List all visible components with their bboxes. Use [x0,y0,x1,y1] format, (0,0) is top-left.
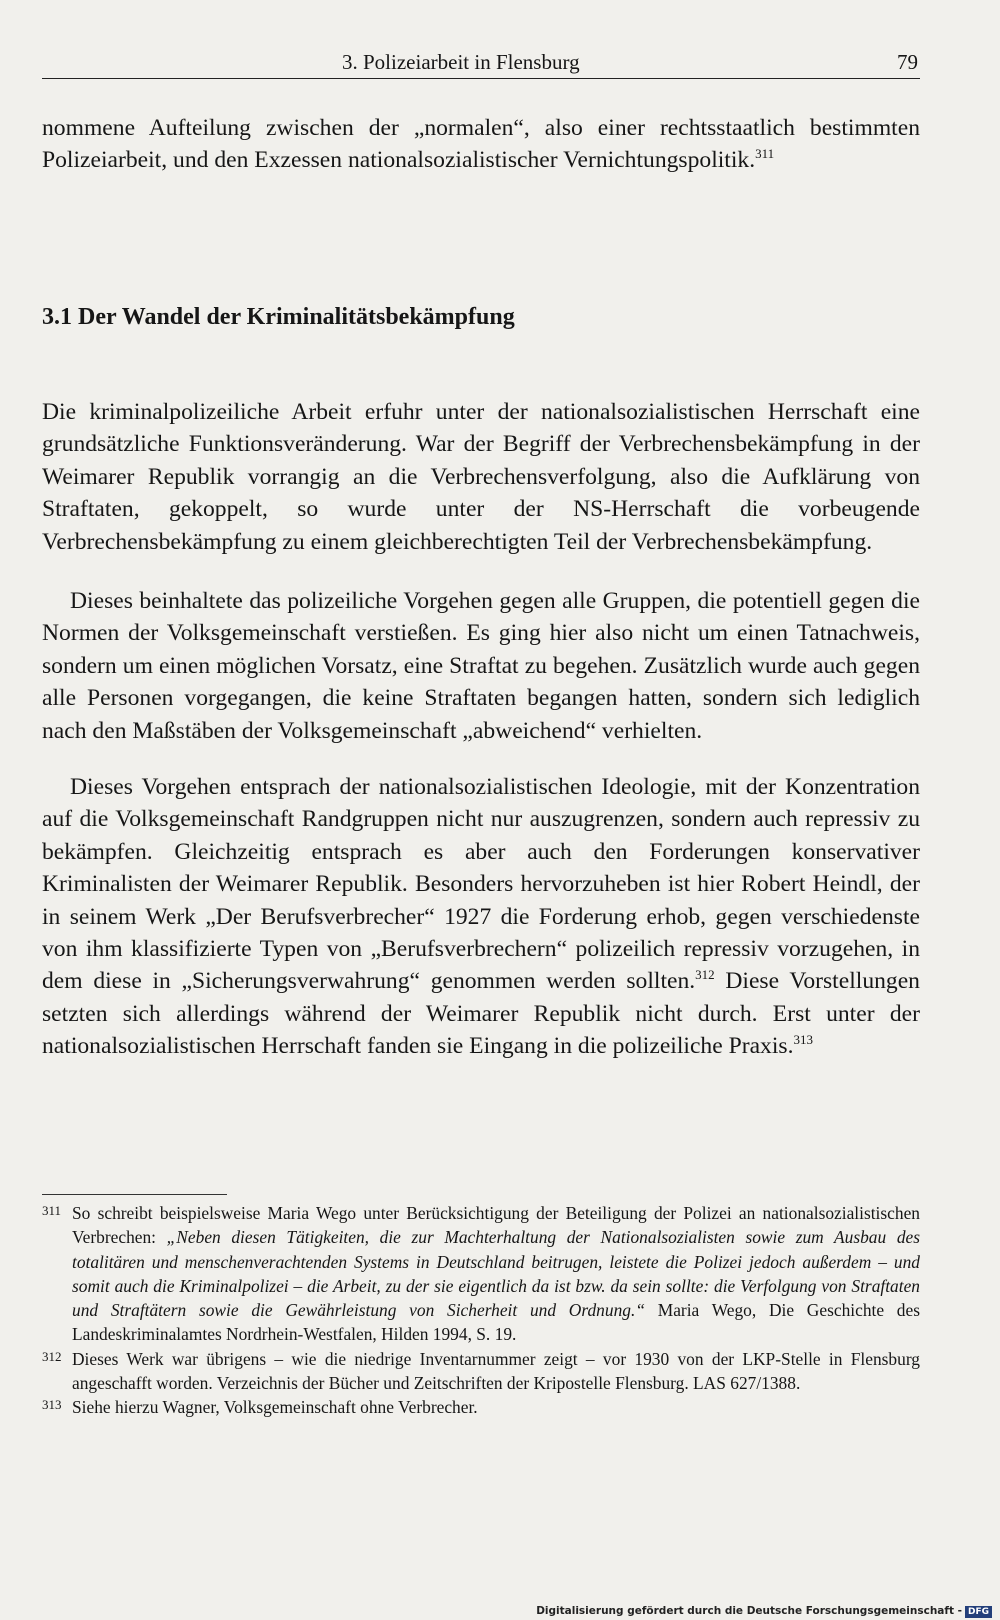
footnote-312-text: Dieses Werk war übrigens – wie die niedrige Inventarnummer zeigt – vor 1930 von der LKP-Stelle in Flensburg angeschafft worden. Verzeichnis der Bücher und Zeitschriften der Kripostelle Flensburg. LAS 627/1388. [72,1348,920,1394]
footnote-312 [42,1347,920,1396]
paragraph-3-part-a: Dieses Vorgehen entsprach der nationalsozialistischen Ideologie, mit der Konzentration auf die Volksgemeinschaft Randgruppen nicht nur auszugrenzen, sondern auch repressiv zu bekämpfen. Gleichzeitig entsprach es aber auch den Forderungen konservativer Kriminalisten der Weimarer Republik. Besonders hervorzuheben ist hier Robert Heindl, der in seinem Werk „Der Berufsverbrecher“ 1927 die Forderung erhob, gegen verschiedenste von ihm klassifizierte Typen von „Berufsverbrechern“ polizeilich repressiv vorzugehen, in dem diese in „Sicherungsverwahrung“ genommen werden sollten. [42,774,920,995]
paragraph-1: Die kriminalpolizeiliche Arbeit erfuhr unter der nationalsozialistischen Herrschaft eine grundsätzliche Funktionsveränderung. War der Begriff der Verbrechensbekämpfung in der Weimarer Republik vorrangig an die Verbrechensverfolgung, also die Aufklärung von Straftaten, gekoppelt, so wurde unter der NS-Herrschaft die vorbeugende Verbrechensbekämpfung zu einem gleichberechtigten Teil der Verbrechensbekämpfung. [42,399,920,555]
paragraph-3-part-b: Diese Vorstellungen setzten sich allerdings während der Weimarer Republik nicht durch. Erst unter der nationalsozialistischen Herrschaft fanden sie Eingang in die polizeiliche Praxis. [42,968,920,1060]
footnote-ref-312[interactable]: 312 [695,967,715,983]
footnote-number: 313 [42,1397,62,1413]
footnote-311-text-b: Maria Wego, Die Geschichte des Landeskriminalamtes Nordrhein-Westfalen, Hilden 1994, S. 19. [72,1300,920,1345]
paragraph-3 [42,771,920,1063]
footnote-number: 312 [42,1348,62,1364]
footnote-number: 311 [42,1203,62,1218]
digitization-credit-text: Digitalisierung gefördert durch die Deutsche Forschungsgemeinschaft - [536,1605,962,1617]
footnote-text [72,1201,920,1347]
intro-paragraph [42,112,920,177]
footnote-311 [42,1201,920,1347]
chapter-title: 3. Polizeiarbeit in Flensburg [342,50,580,74]
book-page [42,0,920,1620]
section-heading: 3.1 Der Wandel der Kriminalitätsbekämpfung [42,304,515,330]
dfg-logo[interactable]: DFG [965,1606,992,1618]
footnote-311-text-a: So schreibt beispielsweise Maria Wego unter Berücksichtigung der Beteiligung der Polizei an nationalsozialistischen Verbrechen: [72,1203,920,1248]
footnote-311-quote: „Neben diesen Tätigkeiten, die zur Machterhaltung der Nationalsozialisten sowie zum Ausbau des totalitären und menschenverachtenden Systems in Deutschland beitrugen, leistete die Polizei jedoch außerdem – und somit auch die Kriminalpolizei – die Arbeit, zu der sie eigentlich da ist bzw. da sein sollte: die Verfolgung von Straftaten und Straftätern sowie die Gewährleistung von Sicherheit und Ordnung.“ [72,1227,920,1321]
intro-text: nommene Aufteilung zwischen der „normalen“, also einer rechtsstaatlich bestimmten Polizeiarbeit, und den Exzessen nationalsozialistischer Vernichtungspolitik. [42,115,920,174]
page-number: 79 [897,50,918,74]
footnote-ref-313[interactable]: 313 [793,1032,813,1048]
paragraph-2: Dieses beinhaltete das polizeiliche Vorgehen gegen alle Gruppen, die potentiell gegen die Normen der Volksgemeinschaft verstießen. Es ging hier also nicht um einen Tatnachweis, sondern um einen möglichen Vorsatz, eine Straftat zu begehen. Zusätzlich wurde auch gegen alle Personen vorgegangen, die keine Straftaten begangen hatten, sondern sich lediglich nach den Maßstäben der Volksgemeinschaft „abweichend“ verhielten. [42,588,920,744]
footnote-313 [42,1395,920,1419]
digitization-credit [536,1605,992,1618]
running-head [42,48,920,79]
footnote-ref-311[interactable]: 311 [755,146,775,162]
footnote-rule-mask [227,1193,927,1197]
footnote-313-text: Siehe hierzu Wagner, Volksgemeinschaft ohne Verbrecher. [72,1397,478,1418]
footnotes-section [42,1194,920,1420]
